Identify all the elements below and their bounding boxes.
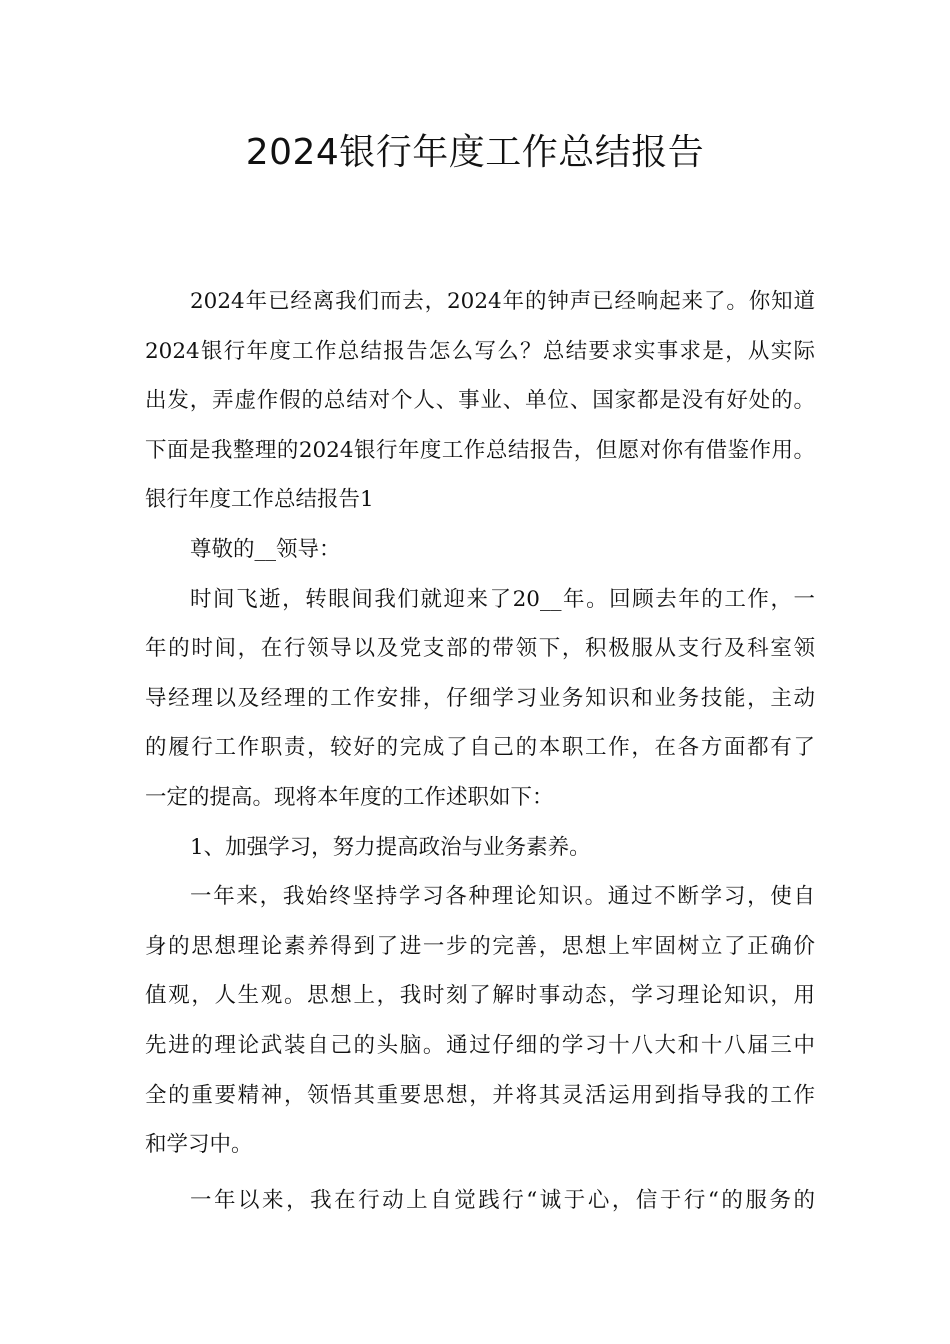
body-text-line: 下面是我整理的2024银行年度工作总结报告，但愿对你有借鉴作用。 (145, 437, 815, 463)
body-text-line: 1、加强学习，努力提高政治与业务素养。 (190, 834, 591, 860)
body-text-line: 出发，弄虚作假的总结对个人、事业、单位、国家都是没有好处的。 (145, 388, 815, 414)
body-text-line: 值观，人生观。思想上，我时刻了解时事动态，学习理论知识，用 (145, 983, 815, 1009)
body-text-line: 导经理以及经理的工作安排，仔细学习业务知识和业务技能，主动 (145, 685, 815, 711)
body-text-line: 的履行工作职责，较好的完成了自己的本职工作，在各方面都有了 (145, 735, 815, 761)
body-text-line: 时间飞逝，转眼间我们就迎来了20__年。回顾去年的工作，一 (190, 586, 815, 612)
body-text-line: 身的思想理论素养得到了进一步的完善，思想上牢固树立了正确价 (145, 933, 815, 959)
body-text-line: 一年以来，我在行动上自觉践行“诚于心，信于行“的服务的 (190, 1187, 815, 1213)
body-text-line: 2024年已经离我们而去，2024年的钟声已经响起来了。你知道 (190, 289, 815, 314)
body-text-line: 年的时间，在行领导以及党支部的带领下，积极服从支行及科室领 (145, 636, 815, 662)
document-body (145, 282, 815, 1230)
body-text-line: 全的重要精神，领悟其重要思想，并将其灵活运用到指导我的工作 (145, 1082, 815, 1108)
body-text-line: 银行年度工作总结报告1 (145, 487, 374, 513)
body-text-line: 先进的理论武装自己的头脑。通过仔细的学习十八大和十八届三中 (145, 1032, 815, 1058)
body-text-line: 和学习中。 (145, 1132, 253, 1158)
body-text-line: 一定的提高。现将本年度的工作述职如下： (145, 784, 554, 810)
document-title: 2024银行年度工作总结报告 (245, 132, 705, 173)
body-text-line: 尊敬的__领导： (190, 536, 341, 562)
body-text-line: 一年来，我始终坚持学习各种理论知识。通过不断学习，使自 (190, 884, 815, 910)
body-text-line: 2024银行年度工作总结报告怎么写么？总结要求实事求是，从实际 (145, 338, 815, 364)
